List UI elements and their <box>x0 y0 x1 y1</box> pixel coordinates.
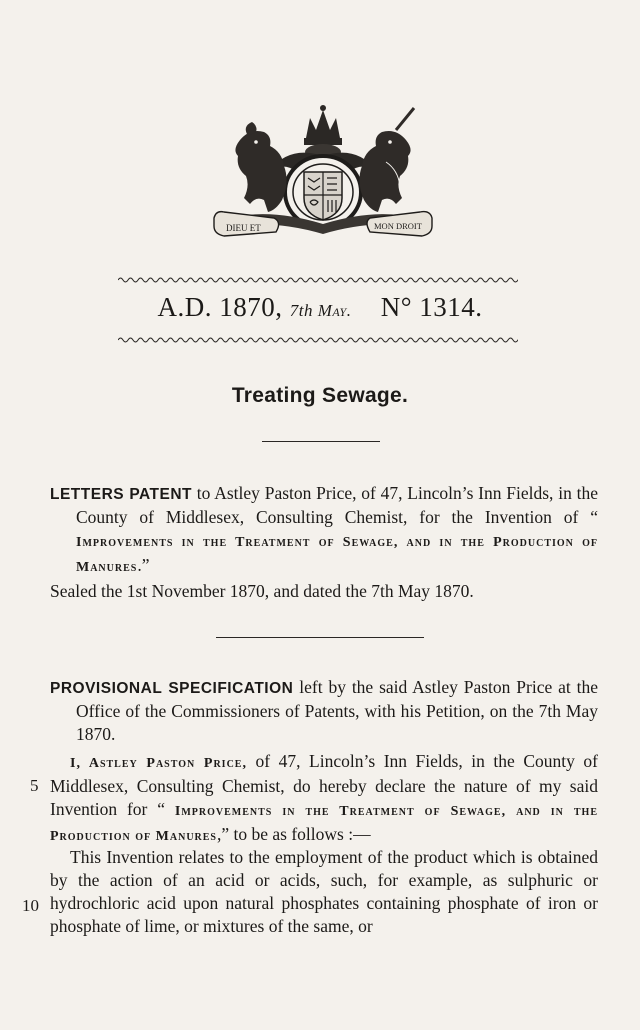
document-title: Treating Sewage. <box>231 384 409 407</box>
line-number-10: 10 <box>22 896 39 915</box>
declaration-text-2: ,” to be as follows :— <box>217 824 371 844</box>
patent-year: A.D. 1870, <box>157 292 283 322</box>
letters-patent-title: Improvements in the Treatment of Sewage, and in the Production of Manures <box>76 535 598 575</box>
letters-patent-text-2: .” <box>137 555 150 575</box>
provisional-paragraph <box>50 676 598 746</box>
invention-paragraph: This Invention relates to the employment of the product which is obtained by the action of an acid or acids, such, for example, as sulphuric or hydrochloric acid upon natural phosphates containing phosphate of iron or phosphate of lime, or mixtures of the same, or <box>50 847 598 936</box>
declaration-text-1: of 47, Lincoln’s Inn Fields, in the County of Middlesex, Consulting Chemist, do hereby declare the nature of my said Invention for “ <box>50 751 598 819</box>
patent-number: N° 1314. <box>380 292 483 322</box>
provisional-text: left by the said Astley Paston Price at the Office of the Commissioners of Patents, with his Petition, on the 7th May 1870. <box>76 677 598 744</box>
patent-date-month: May. <box>317 301 352 320</box>
patent-header <box>0 292 640 323</box>
sealed-line: Sealed the 1st November 1870, and dated the 7th May 1870. <box>50 581 474 601</box>
patent-date <box>290 301 352 320</box>
motto-left-text: DIEU ET <box>226 223 261 233</box>
declaration-title: Improvements in the Treatment of Sewage, and in the Production of Manures <box>50 804 598 844</box>
patent-date-day: 7th <box>289 301 313 320</box>
declaration-lead: I, Astley Paston Price, <box>70 756 247 771</box>
line-number-5: 5 <box>30 776 39 795</box>
coat-of-arms-icon <box>210 100 436 246</box>
letters-patent-heading: LETTERS PATENT <box>50 486 193 503</box>
letters-patent-paragraph <box>50 482 598 579</box>
divider-long <box>216 637 424 638</box>
provisional-heading: PROVISIONAL SPECIFICATION <box>50 680 294 697</box>
decorative-rule-bottom <box>118 336 518 344</box>
royal-coat-of-arms <box>210 100 436 246</box>
letters-patent-text-1: to Astley Paston Price, of 47, Lincoln’s Inn Fields, in the County of Middlesex, Consulting Chemist, for the Invention of “ <box>76 483 598 527</box>
motto-right-text: MON DROIT <box>374 221 422 231</box>
decorative-rule-top <box>118 276 518 284</box>
divider-short <box>262 441 380 442</box>
declaration-paragraph <box>50 750 598 848</box>
